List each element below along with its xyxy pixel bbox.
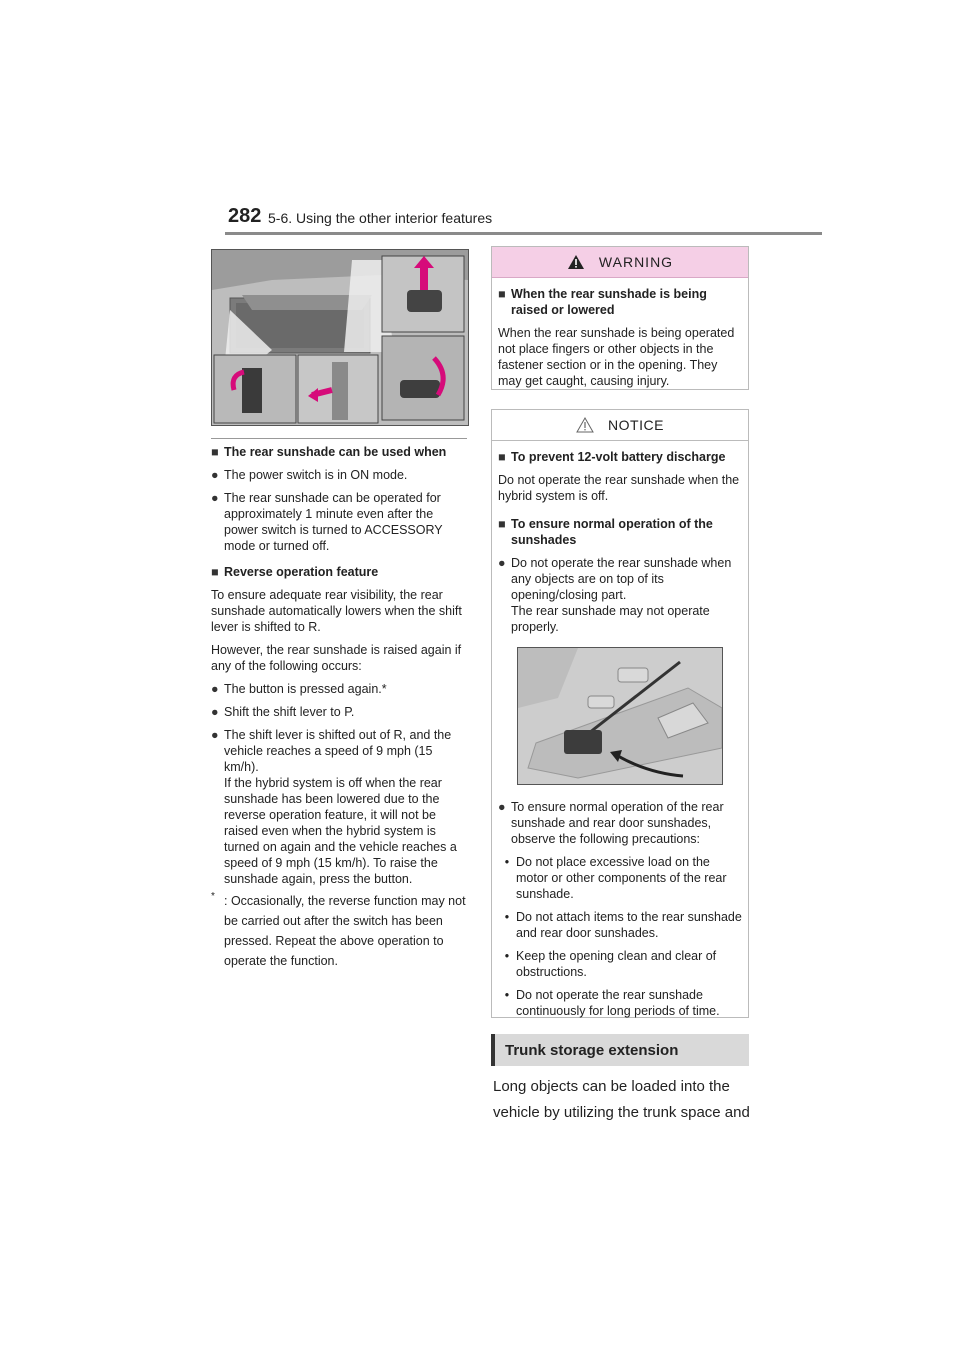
opening-illustration-svg	[518, 648, 722, 784]
list-item: ● The shift lever is shifted out of R, and the vehicle reaches a speed of 9 mph (15 km/h).	[211, 728, 452, 774]
footnote	[211, 891, 469, 971]
warning-triangle-icon	[567, 254, 585, 270]
precaution-item: • Do not operate the rear sunshade continuously for long periods of time.	[498, 987, 742, 1019]
list-item: ● The power switch is in ON mode.	[211, 468, 408, 482]
precaution-item: • Do not attach items to the rear sunshade and rear door sunshades.	[498, 909, 742, 941]
reverse-paragraph-1: To ensure adequate rear visibility, the rear sunshade automatically lowers when the shift lever is shifted to R.	[211, 588, 462, 634]
can-be-used-heading: ■ The rear sunshade can be used when	[211, 445, 447, 459]
list-item: ● Shift the shift lever to P.	[211, 705, 355, 719]
dash-marker-icon: •	[504, 910, 510, 924]
warning-text: When the rear sunshade is being operated not place fingers or other objects in the fastener section or in the opening. They may get caught, causing injury.	[498, 326, 735, 388]
list-item-continuation: The rear sunshade may not operate properly.	[511, 604, 710, 634]
list-item-continuation: If the hybrid system is off when the rear sunshade has been lowered due to the reverse operation feature, it will not be raised even when the hybrid system is turned on again and the vehicle reaches a speed of 9 mph (15 km/h). To raise the sunshade again, press the button.	[224, 776, 457, 886]
notice-header	[492, 410, 748, 441]
notice-title: NOTICE	[608, 417, 664, 433]
battery-text: Do not operate the rear sunshade when the hybrid system is off.	[498, 473, 740, 503]
warning-heading: ■ When the rear sunshade is being raised or lowered	[498, 287, 707, 317]
warning-body	[492, 278, 748, 399]
list-item: ● To ensure normal operation of the rear sunshade and rear door sunshades, observe the following precautions:	[498, 800, 724, 846]
square-marker-icon: ■	[498, 450, 506, 464]
list-item: ● The button is pressed again.*	[211, 682, 387, 696]
round-marker-icon: ●	[211, 468, 219, 482]
section-title: 5-6. Using the other interior features	[268, 210, 493, 226]
round-marker-icon: ●	[498, 556, 506, 570]
footnote-text: : Occasionally, the reverse function may not be carried out after the switch has been pressed. Repeat the above operation to operate the function.	[224, 894, 466, 968]
normal-operation-heading: ■ To ensure normal operation of the sunshades	[498, 517, 713, 547]
dash-marker-icon: •	[504, 855, 510, 869]
left-column-rule	[211, 438, 467, 439]
round-marker-icon: ●	[211, 705, 219, 719]
trunk-storage-text: Long objects can be loaded into the vehicle by utilizing the trunk space and	[493, 1078, 750, 1121]
reverse-operation-heading: ■ Reverse operation feature	[211, 565, 379, 579]
trunk-storage-heading	[491, 1034, 749, 1066]
notice-body	[492, 441, 748, 1029]
battery-heading: ■ To prevent 12-volt battery discharge	[498, 450, 726, 464]
dash-marker-icon: •	[504, 988, 510, 1002]
precaution-item: • Keep the opening clean and clear of obstructions.	[498, 948, 742, 980]
round-marker-icon: ●	[498, 800, 506, 814]
warning-header	[492, 247, 748, 278]
warning-title: WARNING	[598, 254, 674, 270]
left-column	[211, 444, 469, 971]
opening-illustration	[517, 647, 723, 785]
round-marker-icon: ●	[211, 682, 219, 696]
reverse-paragraph-2: However, the rear sunshade is raised again if any of the following occurs:	[211, 643, 462, 673]
square-marker-icon: ■	[211, 565, 219, 579]
footnote-mark: *	[211, 891, 215, 902]
notice-box	[491, 409, 749, 1018]
square-marker-icon: ■	[498, 517, 506, 531]
square-marker-icon: ■	[211, 445, 219, 459]
page-number: 282	[228, 205, 262, 227]
list-item: ● Do not operate the rear sunshade when any objects are on top of its opening/closing part.	[498, 556, 732, 602]
round-marker-icon: ●	[211, 491, 219, 505]
precaution-item: • Do not place excessive load on the motor or other components of the rear sunshade.	[498, 854, 742, 902]
list-item: ● The rear sunshade can be operated for approximately 1 minute even after the power switch is turned to ACCESSORY mode or turned off.	[211, 491, 443, 553]
dash-marker-icon: •	[504, 949, 510, 963]
header-rule	[225, 232, 822, 235]
notice-triangle-icon	[576, 417, 594, 433]
sunshade-illustration	[211, 249, 469, 426]
round-marker-icon: ●	[211, 728, 219, 742]
sunshade-illustration-svg	[212, 250, 468, 425]
trunk-storage-title: Trunk storage extension	[505, 1041, 679, 1059]
square-marker-icon: ■	[498, 287, 506, 301]
warning-box	[491, 246, 749, 390]
